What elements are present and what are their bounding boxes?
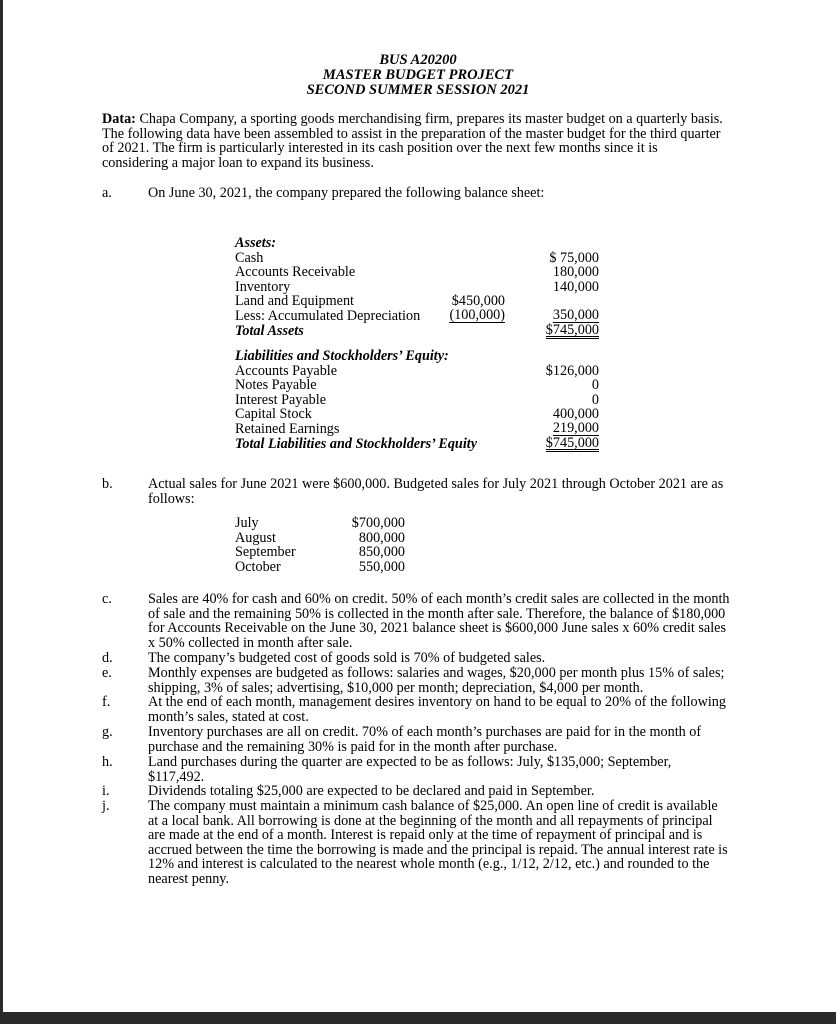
- list-item: September 850,000: [235, 544, 405, 561]
- bs-row-ap: Accounts Payable $126,000: [235, 362, 599, 379]
- item-letter: a.: [102, 185, 112, 201]
- liabilities-heading: Liabilities and Stockholders’ Equity:: [235, 348, 449, 364]
- item-text: Actual sales for June 2021 were $600,000. Budgeted sales for July 2021 through October 2021 are as follows:: [148, 476, 724, 507]
- list-item: July $700,000: [235, 515, 405, 531]
- bs-row-total-liabilities: Total Liabilities and Stockholders’ Equity $745,000: [235, 434, 599, 452]
- bs-row-cs: Capital Stock 400,000: [235, 406, 599, 423]
- list-item: October 550,000: [235, 558, 405, 575]
- assets-heading: Assets:: [235, 235, 276, 251]
- liabilities-section: [235, 349, 599, 451]
- bs-row-ip: Interest Payable 0: [235, 391, 599, 408]
- bs-row-inventory: Inventory 140,000: [235, 278, 599, 295]
- bs-row-accumulated-depreciation: Less: Accumulated Depreciation (100,000) 350,000: [235, 306, 599, 324]
- bs-row-total-assets: Total Assets $745,000: [235, 321, 599, 339]
- item-text: On June 30, 2021, the company prepared the following balance sheet:: [148, 185, 545, 201]
- budgeted-sales-list: [235, 516, 405, 574]
- bs-row-re: Retained Earnings 219,000: [235, 419, 599, 437]
- bs-row-ar: Accounts Receivable 180,000: [235, 264, 599, 281]
- bs-row-land: Land and Equipment $450,000: [235, 293, 505, 310]
- intro-label: Data:: [102, 111, 136, 127]
- project-title: MASTER BUDGET PROJECT: [322, 67, 514, 83]
- item-letter: b.: [102, 476, 113, 492]
- intro-text: Chapa Company, a sporting goods merchandising firm, prepares its master budget on a quarterly basis. The following data have been assembled to assist in the preparation of the master budget for the third quarter of 2021. The firm is particularly interested in its cash position over the next few months since it is considering a major loan to expand its business.: [102, 111, 723, 171]
- intro-paragraph: [102, 112, 727, 170]
- bs-row-np: Notes Payable 0: [235, 377, 599, 394]
- bs-row-cash: Cash $ 75,000: [235, 249, 599, 266]
- window-frame-bottom: [0, 1012, 836, 1024]
- course-code: BUS A20200: [379, 52, 457, 68]
- list-item: August 800,000: [235, 529, 405, 546]
- session-title: SECOND SUMMER SESSION 2021: [306, 82, 530, 98]
- balance-sheet: [235, 236, 599, 338]
- document-header: [0, 53, 836, 98]
